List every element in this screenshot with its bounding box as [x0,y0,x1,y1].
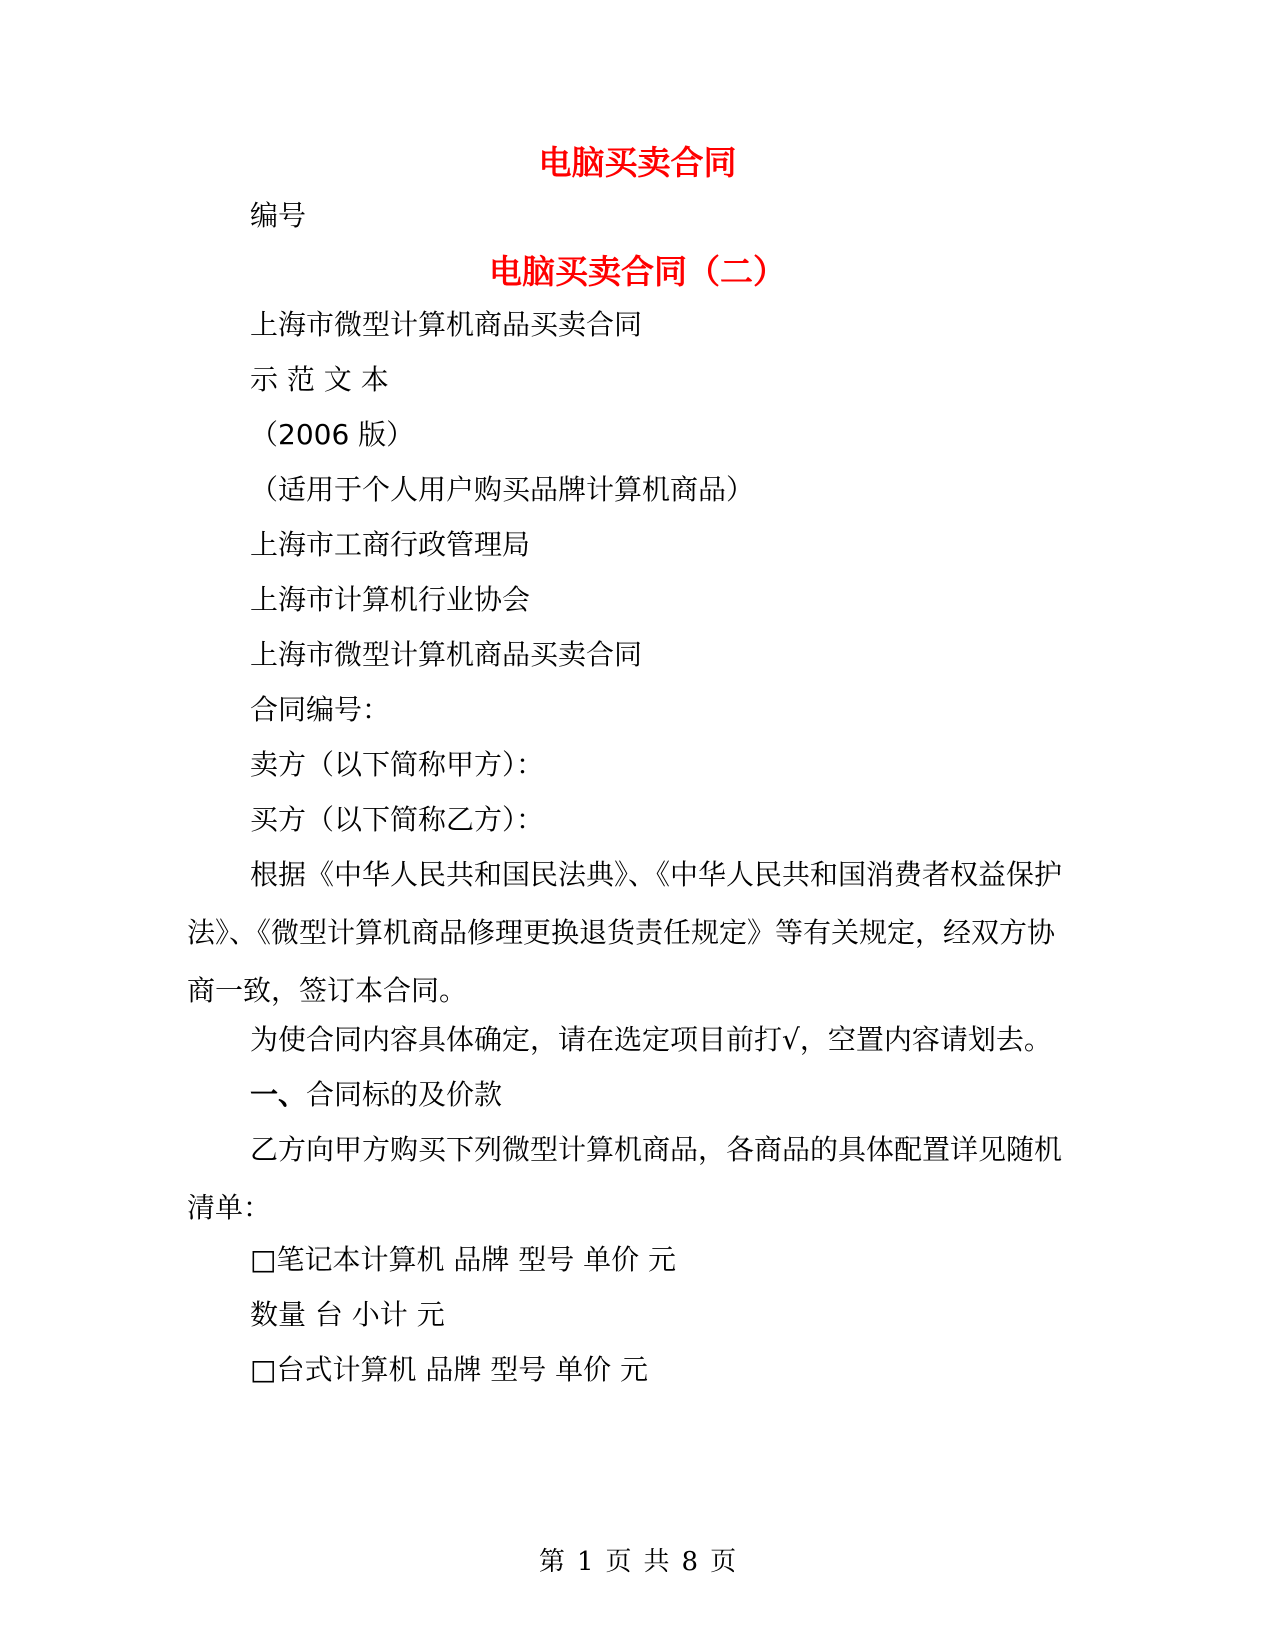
footer-total-word: 页 [710,1547,737,1577]
line-contract-name: 上海市微型计算机商品买卖合同 [250,308,643,341]
item-desktop: □台式计算机 品牌 型号 单价 元 [250,1353,649,1386]
footer-page-number: 1 [576,1547,594,1577]
section-number: 一、 [250,1078,307,1111]
instruction-line: 为使合同内容具体确定，请在选定项目前打√，空置内容请划去。 [250,1023,1052,1056]
item-laptop: □笔记本计算机 品牌 型号 单价 元 [250,1243,677,1276]
document-title: 电脑买卖合同 [538,143,737,182]
section-heading [250,1075,502,1115]
line-buyer: 买方（以下简称乙方）： [250,803,545,836]
line-issuer-1: 上海市工商行政管理局 [250,528,531,561]
line-model-text: 示 范 文 本 [250,363,389,396]
line-contract-name-2: 上海市微型计算机商品买卖合同 [250,638,643,671]
footer-total-prefix: 共 [643,1547,670,1577]
line-contract-number: 合同编号： [250,693,391,726]
page-footer [0,1545,1275,1579]
item-laptop-quantity: 数量 台 小计 元 [250,1298,445,1331]
line-version: （2006 版） [250,418,415,451]
footer-total-pages: 8 [681,1547,699,1577]
line-issuer-2: 上海市计算机行业协会 [250,583,531,616]
footer-page-word: 页 [605,1547,632,1577]
paragraph-purchase: 乙方向甲方购买下列微型计算机商品，各商品的具体配置详见随机清单： [187,1133,1063,1224]
paragraph-basis: 根据《中华人民共和国民法典》、《中华人民共和国消费者权益保护法》、《微型计算机商品修理更换退货责任规定》等有关规定，经双方协商一致，签订本合同。 [187,858,1063,1007]
footer-prefix: 第 [538,1547,565,1577]
line-seller: 卖方（以下简称甲方）： [250,748,545,781]
document-subtitle: 电脑买卖合同（二） [489,252,786,291]
section-title: 合同标的及价款 [306,1078,503,1111]
number-label: 编号 [250,199,307,232]
line-scope: （适用于个人用户购买品牌计算机商品） [250,473,755,506]
